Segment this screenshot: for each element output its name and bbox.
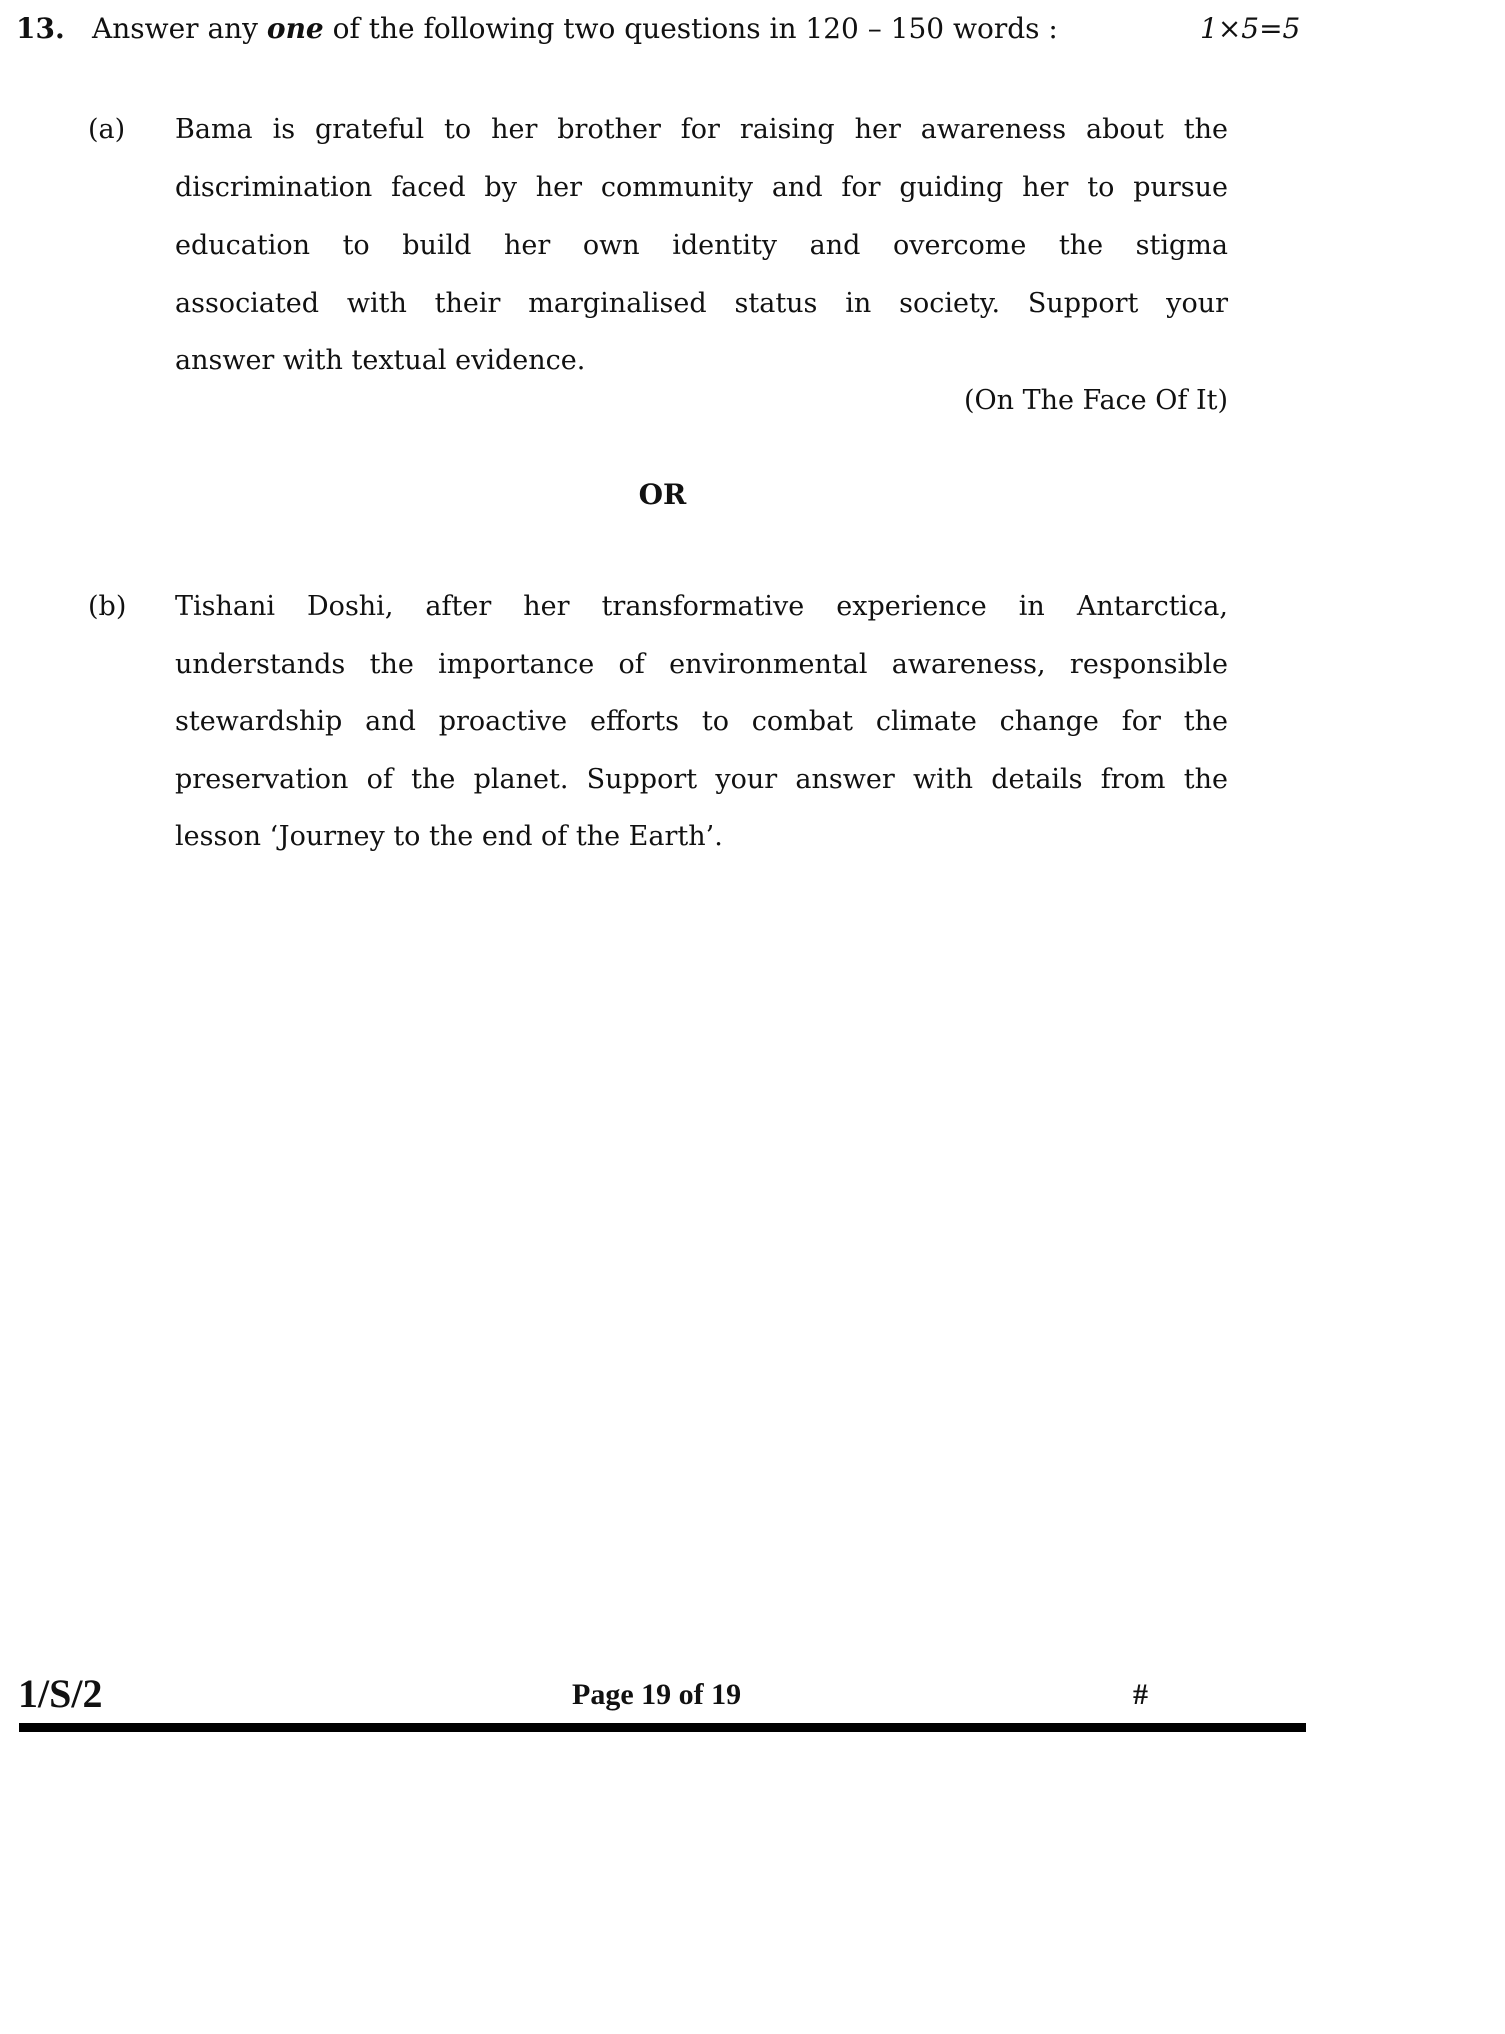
option-b-line: preservation of the planet. Support your answer with details from the bbox=[175, 764, 1228, 795]
or-separator: OR bbox=[638, 478, 687, 511]
option-a-line: Bama is grateful to her brother for raising her awareness about the bbox=[175, 114, 1228, 145]
instruction-emphasis: one bbox=[266, 12, 324, 45]
footer-rule bbox=[19, 1723, 1306, 1732]
option-b-line: Tishani Doshi, after her transformative experience in Antarctica, bbox=[175, 591, 1228, 622]
instruction-text: Answer any bbox=[92, 12, 267, 45]
option-b-line: stewardship and proactive efforts to combat climate change for the bbox=[175, 706, 1228, 737]
option-a-line: associated with their marginalised status in society. Support your bbox=[175, 288, 1228, 319]
paper-code: 1/S/2 bbox=[18, 1671, 103, 1716]
option-a-line: education to build her own identity and overcome the stigma bbox=[175, 230, 1228, 261]
option-b-line: understands the importance of environmental awareness, responsible bbox=[175, 649, 1228, 680]
option-a-line: answer with textual evidence. bbox=[175, 345, 586, 376]
option-a-label: (a) bbox=[88, 114, 126, 145]
option-a-source: (On The Face Of It) bbox=[963, 385, 1228, 416]
question-instruction bbox=[92, 12, 1058, 45]
option-a-line: discrimination faced by her community and for guiding her to pursue bbox=[175, 172, 1228, 203]
footer-mark: # bbox=[1133, 1678, 1148, 1711]
question-marks: 1×5=5 bbox=[1200, 12, 1301, 45]
instruction-text-rest: of the following two questions in 120 – 150 words : bbox=[323, 12, 1058, 45]
option-b-line: lesson ‘Journey to the end of the Earth’. bbox=[175, 821, 723, 852]
option-b-label: (b) bbox=[88, 591, 127, 622]
question-number: 13. bbox=[16, 12, 65, 45]
page-number: Page 19 of 19 bbox=[572, 1678, 742, 1711]
